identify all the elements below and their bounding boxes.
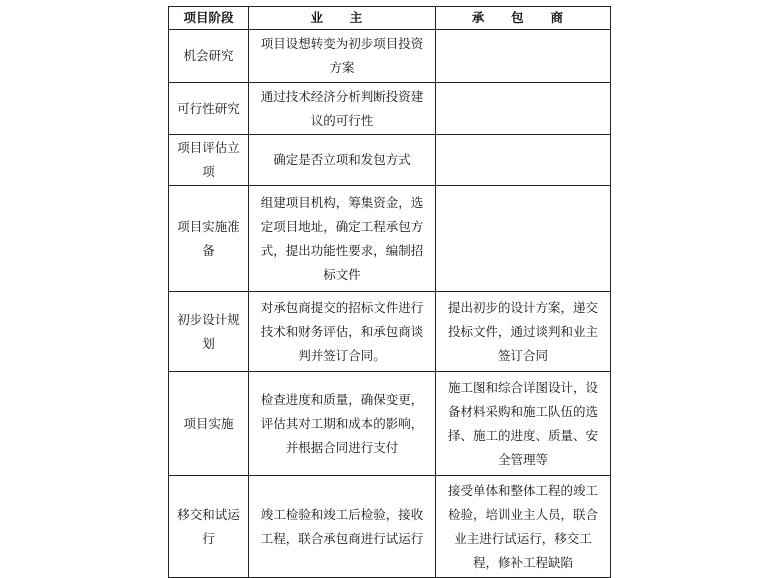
table-row bbox=[169, 476, 611, 578]
stage-cell: 可行性研究 bbox=[169, 83, 249, 135]
contractor-cell: 施工图和综合详图设计，设备材料采购和施工队伍的选择、施工的进度、质量、安全管理等 bbox=[436, 372, 611, 476]
stage-cell: 机会研究 bbox=[169, 30, 249, 83]
owner-cell: 项目设想转变为初步项目投资方案 bbox=[249, 30, 436, 83]
contractor-cell: 提出初步的设计方案，递交投标文件，通过谈判和业主签订合同 bbox=[436, 292, 611, 372]
table-row bbox=[169, 30, 611, 83]
owner-cell: 组建项目机构，筹集资金，选定项目地址，确定工程承包方式，提出功能性要求，编制招标文件 bbox=[249, 186, 436, 292]
table-row bbox=[169, 83, 611, 135]
contractor-cell bbox=[436, 186, 611, 292]
project-stage-table-container bbox=[168, 6, 611, 578]
header-owner: 业 主 bbox=[249, 7, 436, 30]
stage-cell: 移交和试运行 bbox=[169, 476, 249, 578]
owner-cell: 通过技术经济分析判断投资建议的可行性 bbox=[249, 83, 436, 135]
stage-cell: 初步设计规划 bbox=[169, 292, 249, 372]
header-stage: 项目阶段 bbox=[169, 7, 249, 30]
table-row bbox=[169, 292, 611, 372]
header-contractor: 承 包 商 bbox=[436, 7, 611, 30]
stage-cell: 项目实施 bbox=[169, 372, 249, 476]
contractor-cell: 接受单体和整体工程的竣工检验，培训业主人员，联合业主进行试运行，移交工程，修补工程缺陷 bbox=[436, 476, 611, 578]
contractor-cell bbox=[436, 135, 611, 186]
owner-cell: 确定是否立项和发包方式 bbox=[249, 135, 436, 186]
table-header-row bbox=[169, 7, 611, 30]
stage-cell: 项目实施准备 bbox=[169, 186, 249, 292]
contractor-cell bbox=[436, 83, 611, 135]
owner-cell: 竣工检验和竣工后检验，接收工程，联合承包商进行试运行 bbox=[249, 476, 436, 578]
owner-cell: 对承包商提交的招标文件进行技术和财务评估，和承包商谈判并签订合同。 bbox=[249, 292, 436, 372]
project-stage-table bbox=[168, 6, 611, 578]
table-row bbox=[169, 186, 611, 292]
owner-cell: 检查进度和质量，确保变更，评估其对工期和成本的影响，并根据合同进行支付 bbox=[249, 372, 436, 476]
contractor-cell bbox=[436, 30, 611, 83]
table-row bbox=[169, 372, 611, 476]
table-row bbox=[169, 135, 611, 186]
stage-cell: 项目评估立项 bbox=[169, 135, 249, 186]
